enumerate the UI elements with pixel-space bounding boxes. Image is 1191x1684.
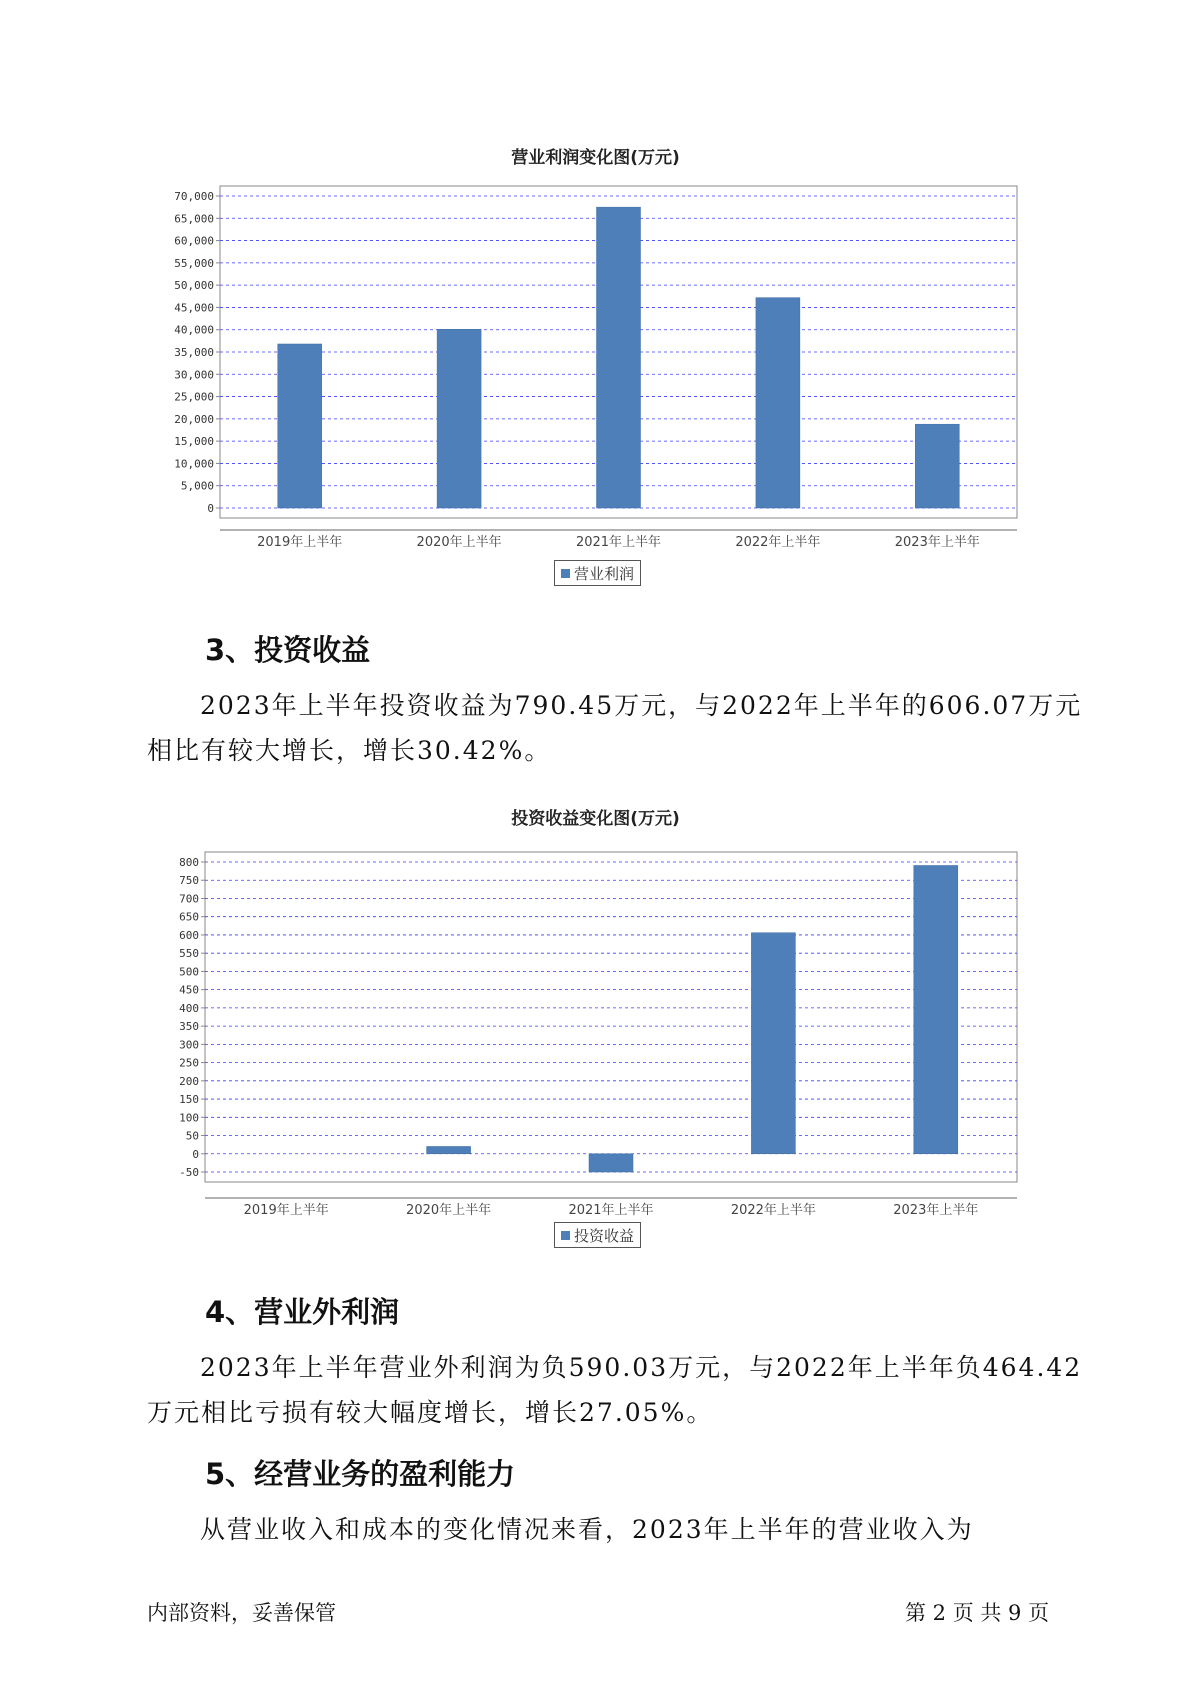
bar [751,933,795,1154]
y-tick-label: 750 [179,874,199,888]
bar [589,1154,633,1172]
y-tick-label: 10,000 [174,457,214,471]
x-tick-label: 2023年上半年 [894,535,980,550]
y-tick-label: 0 [192,1147,199,1161]
y-tick-label: 550 [179,947,199,961]
x-tick-label: 2021年上半年 [575,535,662,550]
paragraph-investment-income [147,683,1083,773]
x-tick-label: 2020年上半年 [416,535,502,550]
y-tick-label: 60,000 [174,234,214,248]
y-tick-label: 100 [179,1111,199,1125]
y-tick-label: 70,000 [174,190,214,203]
y-tick-label: 600 [179,928,199,942]
bar [278,344,322,508]
chart-legend-operating-profit [554,560,641,586]
x-tick-label: 2023年上半年 [893,1203,979,1218]
y-tick-label: 150 [179,1093,199,1107]
y-tick-label: 0 [207,502,214,515]
y-tick-label: 40,000 [174,323,214,337]
legend-swatch [561,1231,570,1240]
y-tick-label: 50,000 [174,279,214,293]
y-tick-label: 15,000 [174,435,214,449]
heading-profitability: 5、经营业务的盈利能力 [205,1457,516,1491]
chart-title-operating-profit: 营业利润变化图(万元) [511,148,680,168]
y-tick-label: 25,000 [174,390,214,404]
x-tick-label: 2021年上半年 [568,1203,654,1218]
bar [915,424,959,508]
x-tick-label: 2022年上半年 [735,535,821,550]
y-tick-label: 350 [179,1020,199,1034]
paragraph-non-operating-profit [147,1345,1083,1435]
y-tick-label: 65,000 [174,212,214,226]
footer-page-number: 第 2 页 共 9 页 [905,1601,1050,1625]
y-tick-label: 200 [179,1074,199,1088]
y-tick-label: 20,000 [174,412,214,426]
paragraph-line: 万元相比亏损有较大幅度增长，增长27.05%。 [147,1398,714,1427]
bar [914,865,958,1153]
bar [756,298,800,508]
plot-area [205,852,1017,1182]
y-tick-label: 30,000 [174,368,214,382]
investment-income-chart [0,840,1191,1218]
paragraph-line: 2023年上半年营业外利润为负590.03万元，与2022年上半年负464.42 [200,1353,1083,1382]
y-tick-label: 650 [179,910,199,924]
chart-title-investment-income: 投资收益变化图(万元) [511,809,680,829]
y-tick-label: 800 [179,856,199,869]
y-tick-label: 700 [179,892,199,906]
paragraph-line: 2023年上半年投资收益为790.45万元，与2022年上半年的606.07万元 [200,691,1083,720]
heading-non-operating-profit: 4、营业外利润 [205,1295,400,1329]
paragraph-line: 从营业收入和成本的变化情况来看，2023年上半年的营业收入为 [200,1515,974,1544]
paragraph-line: 相比有较大增长，增长30.42%。 [147,736,552,765]
legend-label: 投资收益 [574,1226,635,1245]
y-tick-label: -50 [179,1166,199,1179]
bar [597,207,641,508]
x-tick-label: 2019年上半年 [243,1203,329,1218]
y-tick-label: 45,000 [174,301,214,315]
y-tick-label: 400 [179,1001,199,1015]
chart-legend-investment-income [554,1222,641,1248]
y-tick-label: 500 [179,965,199,979]
heading-investment-income: 3、投资收益 [205,633,371,667]
legend-label: 营业利润 [574,564,635,583]
y-tick-label: 35,000 [174,346,214,359]
y-tick-label: 250 [179,1056,199,1070]
operating-profit-chart [0,170,1191,550]
x-tick-label: 2022年上半年 [730,1203,816,1218]
y-tick-label: 300 [179,1038,199,1052]
footer-confidential-note: 内部资料，妥善保管 [147,1601,336,1625]
y-tick-label: 55,000 [174,256,214,270]
y-tick-label: 50 [185,1129,199,1143]
bar [427,1146,471,1153]
paragraph-profitability [147,1507,1047,1552]
x-tick-label: 2019年上半年 [257,535,343,550]
x-tick-label: 2020年上半年 [406,1203,492,1218]
legend-swatch [561,569,570,578]
y-tick-label: 5,000 [180,479,214,493]
y-tick-label: 450 [179,983,199,997]
bar [437,329,481,508]
